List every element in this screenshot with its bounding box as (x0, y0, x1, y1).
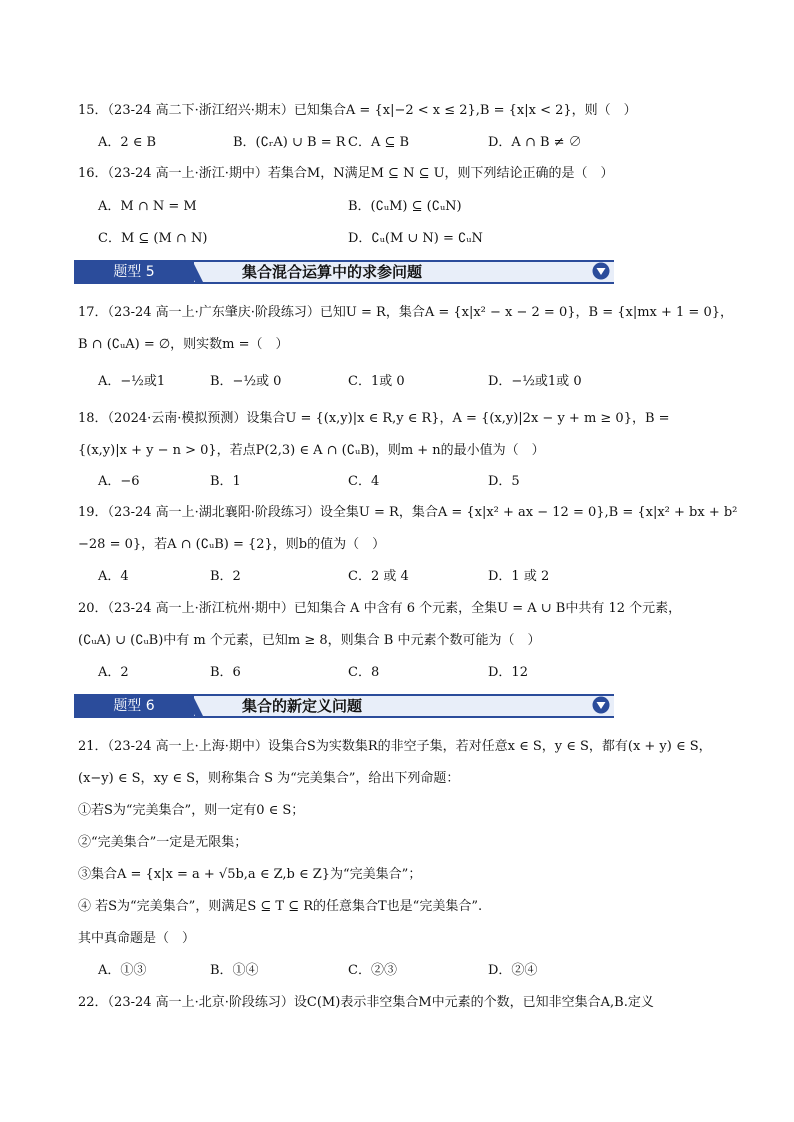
q21-option-d[interactable]: D．②④ (488, 963, 538, 978)
q21-proposition-2: ②“完美集合”一定是无限集； (78, 835, 248, 850)
q20-line2: (∁ᵤA) ∪ (∁ᵤB)中有 m 个元素，已知m ≥ 8，则集合 B 中元素个数可能为（ ） (78, 633, 541, 648)
q18-option-c[interactable]: C．4 (348, 474, 380, 489)
q15-option-d[interactable]: D．A ∩ B ≠ ∅ (488, 135, 582, 150)
q17-option-d[interactable]: D．−½或1或 0 (488, 374, 582, 389)
q20-line1: 20．（23-24 高一上·浙江杭州·期中）已知集合 A 中含有 6 个元素，全集U = A ∪ B中共有 12 个元素， (78, 601, 682, 616)
q20-option-b[interactable]: B．6 (210, 665, 241, 680)
q15-option-c[interactable]: C．A ⊆ B (348, 135, 410, 150)
q18-line2: {(x,y)|x + y − n > 0}，若点P(2,3) ∈ A ∩ (∁ᵤB)，则m + n的最小值为（ ） (78, 443, 545, 458)
section-tag (74, 694, 194, 718)
section-banner-6 (74, 694, 614, 718)
q19-option-c[interactable]: C．2 或 4 (348, 569, 409, 584)
q20-option-c[interactable]: C．8 (348, 665, 380, 680)
q16-option-c[interactable]: C．M ⊆ (M ∩ N) (98, 231, 208, 246)
q21-options (98, 962, 724, 980)
q21-line1: 21．（23-24 高一上·上海·期中）设集合S为实数集R的非空子集，若对任意x ∈ S，y ∈ S，都有(x + y) ∈ S， (78, 739, 712, 754)
q21-question: 其中真命题是（ ） (78, 931, 196, 946)
q18-option-b[interactable]: B．1 (210, 474, 241, 489)
q19-option-b[interactable]: B．2 (210, 569, 241, 584)
banner-slant-decoration (184, 260, 204, 284)
q18-line1: 18．（2024·云南·模拟预测）设集合U = {(x,y)|x ∈ R,y ∈ R}，A = {(x,y)|2x − y + m ≥ 0}，B = (78, 411, 670, 426)
banner-slant-decoration (184, 694, 204, 718)
q15-stem: 15．（23-24 高二下·浙江绍兴·期末）已知集合A = {x|−2 < x ≤ 2},B = {x|x < 2}，则（ ） (78, 103, 637, 118)
chevron-down-icon[interactable] (592, 696, 610, 714)
section-banner-5 (74, 260, 614, 284)
q19-option-a[interactable]: A．4 (98, 569, 129, 584)
q21-option-b[interactable]: B．①④ (210, 963, 259, 978)
q17-option-a[interactable]: A．−½或1 (98, 374, 166, 389)
q19-line1: 19．（23-24 高一上·湖北襄阳·阶段练习）设全集U = R，集合A = {x|x² + ax − 12 = 0},B = {x|x² + bx + b² (78, 505, 738, 520)
section-title-bar (192, 694, 614, 718)
q22-line1: 22．（23-24 高一上·北京·阶段练习）设C(M)表示非空集合M中元素的个数，已知非空集合A,B.定义 (78, 995, 654, 1010)
q18-options (98, 473, 724, 491)
q21-option-a[interactable]: A．①③ (98, 963, 147, 978)
q17-options (98, 373, 724, 391)
q17-line2: B ∩ (∁ᵤA) = ∅，则实数m =（ ） (78, 337, 289, 352)
section-title: 集合的新定义问题 (242, 697, 363, 715)
section-tag-label: 题型 5 (113, 264, 155, 280)
q20-option-a[interactable]: A．2 (98, 665, 129, 680)
q19-line2: −28 = 0}，若A ∩ (∁ᵤB) = {2}，则b的值为（ ） (78, 537, 386, 552)
q20-options (98, 664, 724, 682)
q16-options-row2 (98, 230, 724, 248)
q16-options-row1 (98, 198, 724, 216)
q15-option-a[interactable]: A．2 ∈ B (98, 135, 157, 150)
q21-proposition-1: ①若S为“完美集合”，则一定有0 ∈ S； (78, 803, 305, 818)
section-title: 集合混合运算中的求参问题 (242, 263, 423, 281)
section-title-bar (192, 260, 614, 284)
q17-option-b[interactable]: B．−½或 0 (210, 374, 282, 389)
q16-option-a[interactable]: A．M ∩ N = M (98, 199, 197, 214)
section-tag-label: 题型 6 (113, 698, 155, 714)
q16-option-d[interactable]: D．∁ᵤ(M ∪ N) = ∁ᵤN (348, 231, 483, 246)
q19-option-d[interactable]: D．1 或 2 (488, 569, 550, 584)
section-tag (74, 260, 194, 284)
q20-option-d[interactable]: D．12 (488, 665, 528, 680)
q18-option-a[interactable]: A．−6 (98, 474, 140, 489)
q15-option-b[interactable]: B．(∁ᵣA) ∪ B = R (233, 135, 346, 150)
q21-option-c[interactable]: C．②③ (348, 963, 397, 978)
q17-line1: 17．（23-24 高一上·广东肇庆·阶段练习）已知U = R，集合A = {x|x² − x − 2 = 0}，B = {x|mx + 1 = 0}， (78, 305, 733, 320)
q21-proposition-4: ④ 若S为“完美集合”，则满足S ⊆ T ⊆ R的任意集合T也是“完美集合”. (78, 899, 483, 914)
q16-stem: 16．（23-24 高一上·浙江·期中）若集合M，N满足M ⊆ N ⊆ U，则下列结论正确的是（ ） (78, 166, 614, 181)
q15-options (98, 134, 724, 152)
q17-option-c[interactable]: C．1或 0 (348, 374, 405, 389)
q21-line2: (x−y) ∈ S，xy ∈ S，则称集合 S 为“完美集合”，给出下列命题： (78, 771, 460, 786)
chevron-down-icon[interactable] (592, 262, 610, 280)
q19-options (98, 568, 724, 586)
q18-option-d[interactable]: D．5 (488, 474, 520, 489)
q21-proposition-3: ③集合A = {x|x = a + √5b,a ∈ Z,b ∈ Z}为“完美集合”； (78, 867, 422, 882)
q16-option-b[interactable]: B．(∁ᵤM) ⊆ (∁ᵤN) (348, 199, 462, 214)
